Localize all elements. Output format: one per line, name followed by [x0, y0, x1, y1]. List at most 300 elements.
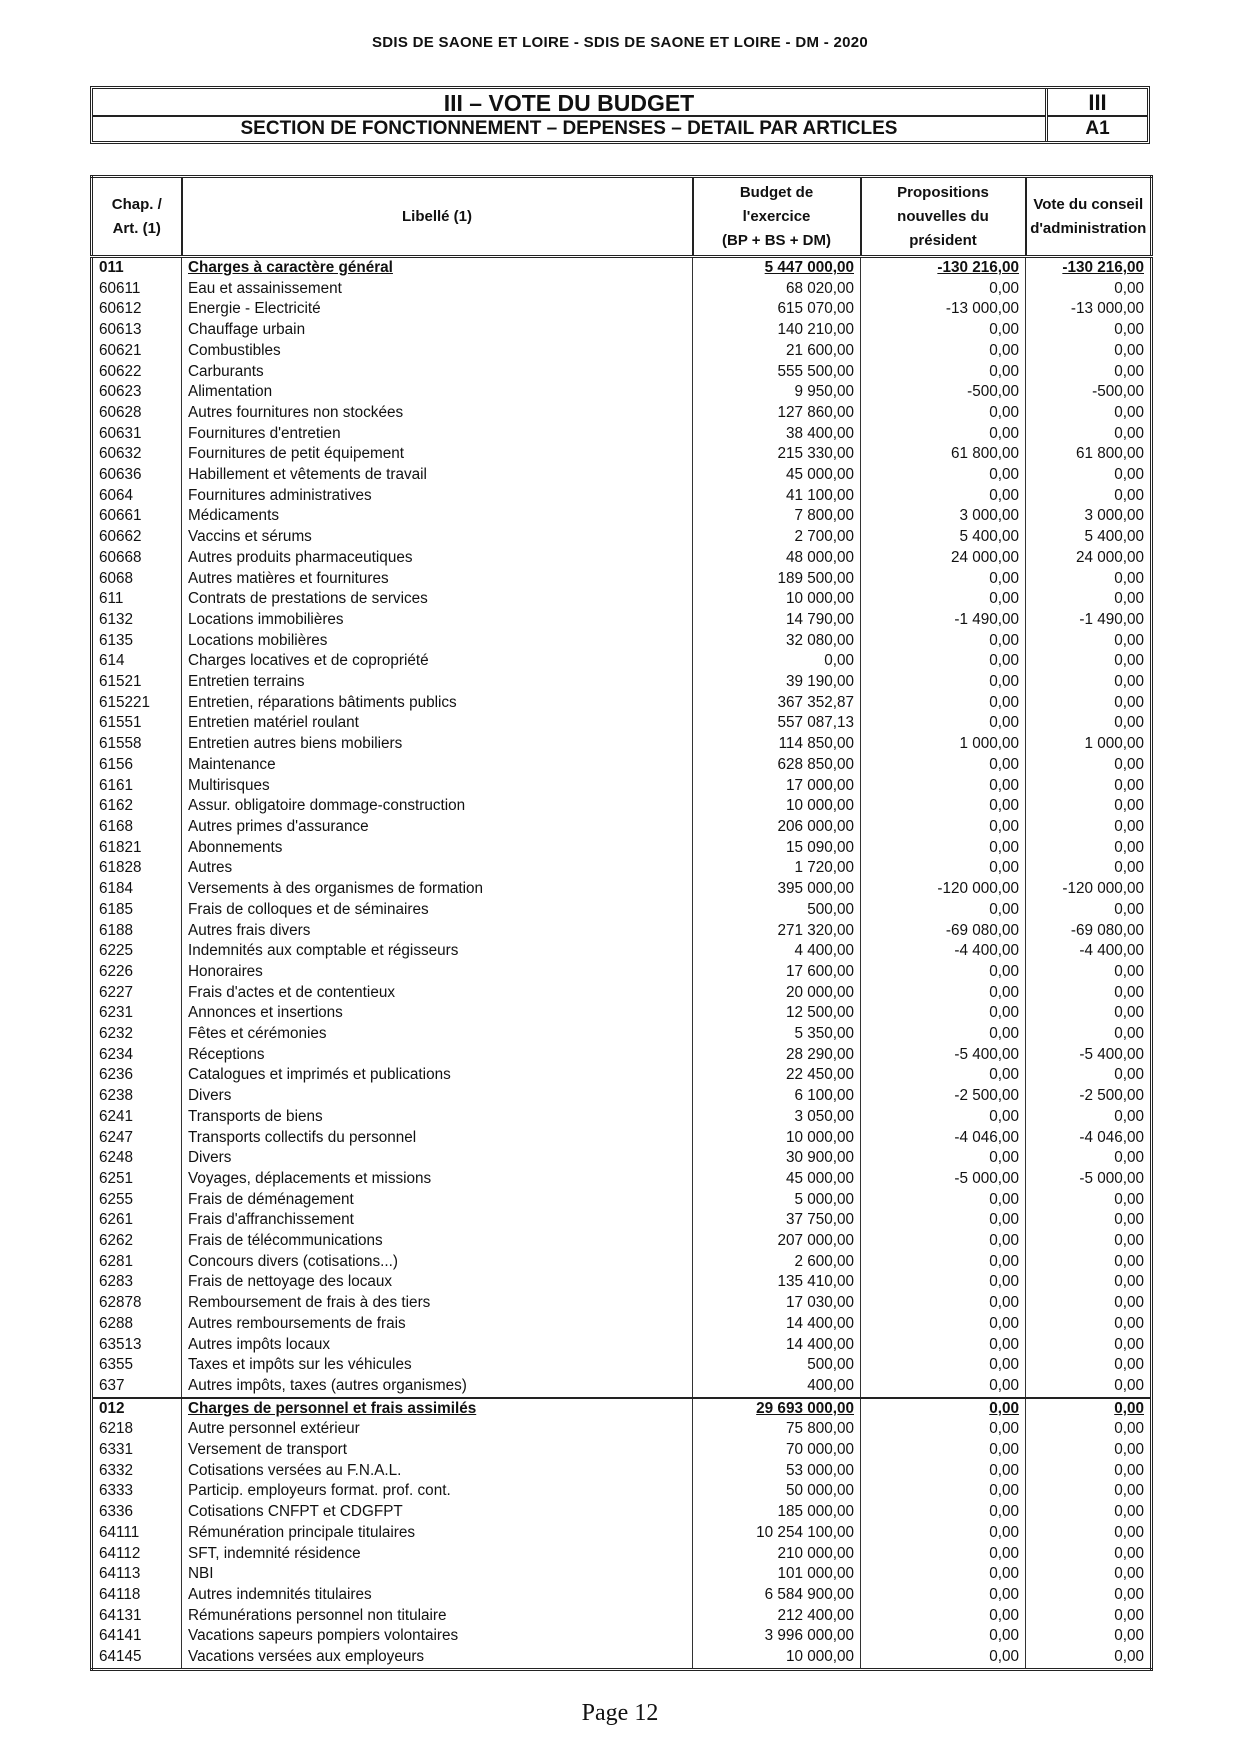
table-row — [92, 796, 1152, 817]
budget-cell: 14 400,00 — [693, 1314, 861, 1335]
libelle-cell: Vaccins et sérums — [182, 527, 693, 548]
table-row — [92, 651, 1152, 672]
header-propositions — [861, 177, 1026, 257]
budget-cell: 2 600,00 — [693, 1252, 861, 1273]
vote-cell: -4 046,00 — [1026, 1128, 1152, 1149]
proposition-cell: 0,00 — [861, 569, 1026, 590]
libelle-cell: Particip. employeurs format. prof. cont. — [182, 1481, 693, 1502]
budget-cell: 45 000,00 — [693, 465, 861, 486]
vote-cell: 0,00 — [1026, 341, 1152, 362]
vote-cell: 0,00 — [1026, 362, 1152, 383]
libelle-cell: Locations mobilières — [182, 631, 693, 652]
article-code-cell: 6255 — [92, 1190, 182, 1211]
table-row — [92, 1502, 1152, 1523]
vote-cell: 0,00 — [1026, 1502, 1152, 1523]
budget-cell: 212 400,00 — [693, 1606, 861, 1627]
libelle-cell: Multirisques — [182, 776, 693, 797]
article-code-cell: 6132 — [92, 610, 182, 631]
budget-cell: 28 290,00 — [693, 1045, 861, 1066]
budget-cell: 557 087,13 — [693, 713, 861, 734]
budget-cell: 3 050,00 — [693, 1107, 861, 1128]
libelle-cell: Cotisations versées au F.N.A.L. — [182, 1461, 693, 1482]
proposition-cell: 0,00 — [861, 1544, 1026, 1565]
budget-cell: 17 600,00 — [693, 962, 861, 983]
vote-cell: 0,00 — [1026, 486, 1152, 507]
budget-cell: 37 750,00 — [693, 1210, 861, 1231]
article-code-cell: 6168 — [92, 817, 182, 838]
article-code-cell: 60613 — [92, 320, 182, 341]
libelle-cell: Catalogues et imprimés et publications — [182, 1065, 693, 1086]
budget-cell: 41 100,00 — [693, 486, 861, 507]
vote-cell: -69 080,00 — [1026, 921, 1152, 942]
article-code-cell: 60632 — [92, 444, 182, 465]
table-row — [92, 1544, 1152, 1565]
table-row — [92, 569, 1152, 590]
header-budget-line2: l'exercice — [742, 207, 811, 225]
proposition-cell: 0,00 — [861, 1461, 1026, 1482]
vote-cell: 0,00 — [1026, 962, 1152, 983]
budget-cell: 628 850,00 — [693, 755, 861, 776]
vote-cell: 0,00 — [1026, 589, 1152, 610]
libelle-cell: Charges à caractère général — [182, 257, 693, 279]
table-row — [92, 1564, 1152, 1585]
document-header: SDIS DE SAONE ET LOIRE - SDIS DE SAONE ET LOIRE - DM - 2020 — [371, 34, 869, 51]
vote-cell: 0,00 — [1026, 1606, 1152, 1627]
title-code-block — [1048, 89, 1147, 141]
table-row — [92, 1461, 1152, 1482]
header-vote-line2: d'administration — [1030, 219, 1147, 237]
proposition-cell: 0,00 — [861, 1376, 1026, 1398]
proposition-cell: -13 000,00 — [861, 299, 1026, 320]
proposition-cell: -130 216,00 — [861, 257, 1026, 279]
budget-cell: 14 400,00 — [693, 1335, 861, 1356]
header-budget-line3: (BP + BS + DM) — [722, 231, 831, 249]
libelle-cell: Entretien matériel roulant — [182, 713, 693, 734]
proposition-cell: 1 000,00 — [861, 734, 1026, 755]
table-row — [92, 1606, 1152, 1627]
budget-cell: 10 000,00 — [693, 589, 861, 610]
vote-cell: 0,00 — [1026, 1210, 1152, 1231]
proposition-cell: -4 046,00 — [861, 1128, 1026, 1149]
budget-cell: 17 030,00 — [693, 1293, 861, 1314]
header-budget — [693, 177, 861, 257]
table-row — [92, 527, 1152, 548]
budget-cell: 114 850,00 — [693, 734, 861, 755]
budget-cell: 3 996 000,00 — [693, 1626, 861, 1647]
article-code-cell: 6162 — [92, 796, 182, 817]
proposition-cell: 0,00 — [861, 900, 1026, 921]
article-code-cell: 60622 — [92, 362, 182, 383]
budget-cell: 5 447 000,00 — [693, 257, 861, 279]
header-vote-line1: Vote du conseil — [1033, 195, 1144, 213]
article-code-cell: 63513 — [92, 1335, 182, 1356]
article-code-cell: 011 — [92, 257, 182, 279]
proposition-cell: 0,00 — [861, 693, 1026, 714]
vote-cell: 0,00 — [1026, 569, 1152, 590]
article-code-cell: 60631 — [92, 424, 182, 445]
article-code-cell: 6262 — [92, 1231, 182, 1252]
article-code-cell: 6355 — [92, 1355, 182, 1376]
proposition-cell: 0,00 — [861, 1647, 1026, 1669]
vote-cell: -5 000,00 — [1026, 1169, 1152, 1190]
article-code-cell: 6236 — [92, 1065, 182, 1086]
article-code-cell: 60612 — [92, 299, 182, 320]
header-prop-line2: nouvelles du — [897, 207, 989, 225]
proposition-cell: 0,00 — [861, 962, 1026, 983]
libelle-cell: Transports collectifs du personnel — [182, 1128, 693, 1149]
proposition-cell: 0,00 — [861, 651, 1026, 672]
libelle-cell: NBI — [182, 1564, 693, 1585]
libelle-cell: Voyages, déplacements et missions — [182, 1169, 693, 1190]
budget-cell: 10 000,00 — [693, 1128, 861, 1149]
proposition-cell: 0,00 — [861, 1440, 1026, 1461]
proposition-cell: 0,00 — [861, 1314, 1026, 1335]
article-code-cell: 6188 — [92, 921, 182, 942]
libelle-cell: Frais de télécommunications — [182, 1231, 693, 1252]
libelle-cell: Rémunérations personnel non titulaire — [182, 1606, 693, 1627]
table-row — [92, 1523, 1152, 1544]
article-code-cell: 6331 — [92, 1440, 182, 1461]
libelle-cell: Transports de biens — [182, 1107, 693, 1128]
vote-cell: -1 490,00 — [1026, 610, 1152, 631]
article-code-cell: 6225 — [92, 941, 182, 962]
libelle-cell: Rémunération principale titulaires — [182, 1523, 693, 1544]
budget-cell: 39 190,00 — [693, 672, 861, 693]
budget-cell: 30 900,00 — [693, 1148, 861, 1169]
proposition-cell: 0,00 — [861, 1148, 1026, 1169]
budget-cell: 68 020,00 — [693, 279, 861, 300]
proposition-cell: 0,00 — [861, 1293, 1026, 1314]
proposition-cell: 0,00 — [861, 1024, 1026, 1045]
article-code-cell: 60628 — [92, 403, 182, 424]
budget-table — [90, 175, 1153, 1671]
budget-cell: 70 000,00 — [693, 1440, 861, 1461]
libelle-cell: Versements à des organismes de formation — [182, 879, 693, 900]
libelle-cell: Frais de déménagement — [182, 1190, 693, 1211]
article-code-cell: 6336 — [92, 1502, 182, 1523]
table-row — [92, 734, 1152, 755]
libelle-cell: Maintenance — [182, 755, 693, 776]
proposition-cell: 0,00 — [861, 1190, 1026, 1211]
header-budget-line1: Budget de — [739, 183, 814, 201]
proposition-cell: 0,00 — [861, 631, 1026, 652]
budget-cell: 615 070,00 — [693, 299, 861, 320]
table-row — [92, 858, 1152, 879]
budget-table-body — [92, 257, 1152, 1670]
proposition-cell: 5 400,00 — [861, 527, 1026, 548]
table-row — [92, 879, 1152, 900]
vote-cell: 0,00 — [1026, 1626, 1152, 1647]
libelle-cell: SFT, indemnité résidence — [182, 1544, 693, 1565]
budget-cell: 395 000,00 — [693, 879, 861, 900]
proposition-cell: 0,00 — [861, 1065, 1026, 1086]
libelle-cell: Taxes et impôts sur les véhicules — [182, 1355, 693, 1376]
vote-cell: 0,00 — [1026, 796, 1152, 817]
table-row — [92, 921, 1152, 942]
vote-cell: 0,00 — [1026, 1252, 1152, 1273]
article-code-cell: 615221 — [92, 693, 182, 714]
libelle-cell: Autres produits pharmaceutiques — [182, 548, 693, 569]
budget-cell: 29 693 000,00 — [693, 1398, 861, 1420]
article-code-cell: 60662 — [92, 527, 182, 548]
article-code-cell: 611 — [92, 589, 182, 610]
libelle-cell: Fêtes et cérémonies — [182, 1024, 693, 1045]
proposition-cell: 0,00 — [861, 1481, 1026, 1502]
table-row — [92, 962, 1152, 983]
table-row — [92, 1419, 1152, 1440]
proposition-cell: 0,00 — [861, 1003, 1026, 1024]
vote-cell: 0,00 — [1026, 1647, 1152, 1669]
article-code-cell: 64112 — [92, 1544, 182, 1565]
proposition-cell: 0,00 — [861, 279, 1026, 300]
article-code-cell: 6248 — [92, 1148, 182, 1169]
proposition-cell: 0,00 — [861, 1585, 1026, 1606]
libelle-cell: Contrats de prestations de services — [182, 589, 693, 610]
table-row — [92, 403, 1152, 424]
libelle-cell: Autres fournitures non stockées — [182, 403, 693, 424]
table-row — [92, 1003, 1152, 1024]
vote-cell: 0,00 — [1026, 631, 1152, 652]
budget-cell: 6 100,00 — [693, 1086, 861, 1107]
budget-cell: 215 330,00 — [693, 444, 861, 465]
vote-cell: 0,00 — [1026, 1024, 1152, 1045]
article-code-cell: 6251 — [92, 1169, 182, 1190]
libelle-cell: Vacations versées aux employeurs — [182, 1647, 693, 1669]
libelle-cell: Charges de personnel et frais assimilés — [182, 1398, 693, 1420]
libelle-cell: Indemnités aux comptable et régisseurs — [182, 941, 693, 962]
proposition-cell: 0,00 — [861, 672, 1026, 693]
table-row — [92, 1231, 1152, 1252]
libelle-cell: Frais de colloques et de séminaires — [182, 900, 693, 921]
proposition-cell: -2 500,00 — [861, 1086, 1026, 1107]
vote-cell: 0,00 — [1026, 1293, 1152, 1314]
libelle-cell: Divers — [182, 1148, 693, 1169]
proposition-cell: -500,00 — [861, 382, 1026, 403]
proposition-cell: 0,00 — [861, 1252, 1026, 1273]
header-art — [92, 177, 182, 257]
vote-cell: 0,00 — [1026, 1544, 1152, 1565]
budget-cell: 48 000,00 — [693, 548, 861, 569]
table-row — [92, 1647, 1152, 1669]
vote-cell: 0,00 — [1026, 424, 1152, 445]
libelle-cell: Annonces et insertions — [182, 1003, 693, 1024]
table-row — [92, 1190, 1152, 1211]
libelle-cell: Entretien terrains — [182, 672, 693, 693]
vote-cell: 0,00 — [1026, 1003, 1152, 1024]
title-box — [90, 86, 1150, 144]
vote-cell: 0,00 — [1026, 1564, 1152, 1585]
article-code-cell: 64145 — [92, 1647, 182, 1669]
budget-cell: 10 000,00 — [693, 1647, 861, 1669]
table-row — [92, 1355, 1152, 1376]
libelle-cell: Alimentation — [182, 382, 693, 403]
table-header-row — [92, 177, 1152, 257]
proposition-cell: 0,00 — [861, 1626, 1026, 1647]
libelle-cell: Remboursement de frais à des tiers — [182, 1293, 693, 1314]
vote-cell: 0,00 — [1026, 465, 1152, 486]
table-row — [92, 817, 1152, 838]
article-code-cell: 6332 — [92, 1461, 182, 1482]
proposition-cell: 0,00 — [861, 858, 1026, 879]
table-row — [92, 693, 1152, 714]
libelle-cell: Fournitures d'entretien — [182, 424, 693, 445]
budget-cell: 50 000,00 — [693, 1481, 861, 1502]
vote-cell: 1 000,00 — [1026, 734, 1152, 755]
libelle-cell: Autres indemnités titulaires — [182, 1585, 693, 1606]
budget-cell: 53 000,00 — [693, 1461, 861, 1482]
proposition-cell: 0,00 — [861, 796, 1026, 817]
article-code-cell: 61821 — [92, 838, 182, 859]
vote-cell: 0,00 — [1026, 1335, 1152, 1356]
vote-cell: 0,00 — [1026, 755, 1152, 776]
table-row — [92, 1210, 1152, 1231]
libelle-cell: Entretien autres biens mobiliers — [182, 734, 693, 755]
proposition-cell: 0,00 — [861, 1355, 1026, 1376]
vote-cell: -5 400,00 — [1026, 1045, 1152, 1066]
article-code-cell: 6185 — [92, 900, 182, 921]
table-row — [92, 362, 1152, 383]
libelle-cell: Autres — [182, 858, 693, 879]
section-code-bottom: A1 — [1085, 118, 1110, 139]
table-row — [92, 465, 1152, 486]
article-code-cell: 6232 — [92, 1024, 182, 1045]
budget-cell: 555 500,00 — [693, 362, 861, 383]
article-code-cell: 6161 — [92, 776, 182, 797]
proposition-cell: 24 000,00 — [861, 548, 1026, 569]
proposition-cell: 0,00 — [861, 424, 1026, 445]
proposition-cell: 0,00 — [861, 1272, 1026, 1293]
table-row — [92, 444, 1152, 465]
budget-cell: 45 000,00 — [693, 1169, 861, 1190]
table-row — [92, 279, 1152, 300]
article-code-cell: 60621 — [92, 341, 182, 362]
libelle-cell: Fournitures administratives — [182, 486, 693, 507]
table-row — [92, 672, 1152, 693]
budget-cell: 6 584 900,00 — [693, 1585, 861, 1606]
libelle-cell: Réceptions — [182, 1045, 693, 1066]
budget-cell: 22 450,00 — [693, 1065, 861, 1086]
article-code-cell: 6226 — [92, 962, 182, 983]
budget-cell: 38 400,00 — [693, 424, 861, 445]
budget-cell: 135 410,00 — [693, 1272, 861, 1293]
libelle-cell: Chauffage urbain — [182, 320, 693, 341]
vote-cell: 0,00 — [1026, 776, 1152, 797]
vote-cell: -4 400,00 — [1026, 941, 1152, 962]
table-row — [92, 1376, 1152, 1398]
article-code-cell: 61828 — [92, 858, 182, 879]
budget-cell: 17 000,00 — [693, 776, 861, 797]
vote-cell: 0,00 — [1026, 838, 1152, 859]
vote-cell: 0,00 — [1026, 1355, 1152, 1376]
chapter-row — [92, 257, 1152, 279]
table-row — [92, 1065, 1152, 1086]
proposition-cell: 0,00 — [861, 1564, 1026, 1585]
header-prop-line3: président — [909, 231, 977, 249]
article-code-cell: 6156 — [92, 755, 182, 776]
proposition-cell: 0,00 — [861, 817, 1026, 838]
table-row — [92, 1335, 1152, 1356]
vote-cell: 0,00 — [1026, 320, 1152, 341]
budget-cell: 10 000,00 — [693, 796, 861, 817]
proposition-cell: 0,00 — [861, 713, 1026, 734]
table-row — [92, 1024, 1152, 1045]
libelle-cell: Frais d'affranchissement — [182, 1210, 693, 1231]
article-code-cell: 012 — [92, 1398, 182, 1420]
budget-cell: 20 000,00 — [693, 983, 861, 1004]
article-code-cell: 62878 — [92, 1293, 182, 1314]
libelle-cell: Autres matières et fournitures — [182, 569, 693, 590]
article-code-cell: 6333 — [92, 1481, 182, 1502]
budget-cell: 10 254 100,00 — [693, 1523, 861, 1544]
vote-cell: 0,00 — [1026, 1065, 1152, 1086]
libelle-cell: Vacations sapeurs pompiers volontaires — [182, 1626, 693, 1647]
table-row — [92, 755, 1152, 776]
section-code-top: III — [1048, 89, 1147, 117]
article-code-cell: 61521 — [92, 672, 182, 693]
vote-cell: 0,00 — [1026, 693, 1152, 714]
proposition-cell: 0,00 — [861, 341, 1026, 362]
budget-cell: 207 000,00 — [693, 1231, 861, 1252]
libelle-cell: Versement de transport — [182, 1440, 693, 1461]
table-row — [92, 320, 1152, 341]
libelle-cell: Locations immobilières — [182, 610, 693, 631]
vote-cell: 0,00 — [1026, 1461, 1152, 1482]
table-row — [92, 1107, 1152, 1128]
article-code-cell: 6227 — [92, 983, 182, 1004]
libelle-cell: Habillement et vêtements de travail — [182, 465, 693, 486]
article-code-cell: 60661 — [92, 506, 182, 527]
table-row — [92, 1169, 1152, 1190]
vote-cell: 0,00 — [1026, 1107, 1152, 1128]
proposition-cell: 0,00 — [861, 1210, 1026, 1231]
proposition-cell: 0,00 — [861, 362, 1026, 383]
article-code-cell: 64113 — [92, 1564, 182, 1585]
libelle-cell: Autres remboursements de frais — [182, 1314, 693, 1335]
article-code-cell: 6281 — [92, 1252, 182, 1273]
article-code-cell: 60668 — [92, 548, 182, 569]
article-code-cell: 60611 — [92, 279, 182, 300]
vote-cell: 0,00 — [1026, 713, 1152, 734]
budget-cell: 32 080,00 — [693, 631, 861, 652]
budget-cell: 185 000,00 — [693, 1502, 861, 1523]
libelle-cell: Combustibles — [182, 341, 693, 362]
header-vote — [1026, 177, 1152, 257]
table-row — [92, 1585, 1152, 1606]
proposition-cell: 0,00 — [861, 1502, 1026, 1523]
table-row — [92, 589, 1152, 610]
vote-cell: 61 800,00 — [1026, 444, 1152, 465]
budget-cell: 0,00 — [693, 651, 861, 672]
vote-cell: 0,00 — [1026, 1419, 1152, 1440]
table-row — [92, 382, 1152, 403]
libelle-cell: Médicaments — [182, 506, 693, 527]
budget-cell: 210 000,00 — [693, 1544, 861, 1565]
budget-cell: 500,00 — [693, 900, 861, 921]
vote-cell: 0,00 — [1026, 858, 1152, 879]
table-row — [92, 548, 1152, 569]
budget-cell: 127 860,00 — [693, 403, 861, 424]
proposition-cell: 0,00 — [861, 776, 1026, 797]
article-code-cell: 6218 — [92, 1419, 182, 1440]
proposition-cell: 0,00 — [861, 1606, 1026, 1627]
section-title: III – VOTE DU BUDGET — [93, 89, 1045, 117]
budget-cell: 5 350,00 — [693, 1024, 861, 1045]
budget-cell: 75 800,00 — [693, 1419, 861, 1440]
libelle-cell: Autres frais divers — [182, 921, 693, 942]
vote-cell: -130 216,00 — [1026, 257, 1152, 279]
chapter-row — [92, 1398, 1152, 1420]
vote-cell: -120 000,00 — [1026, 879, 1152, 900]
